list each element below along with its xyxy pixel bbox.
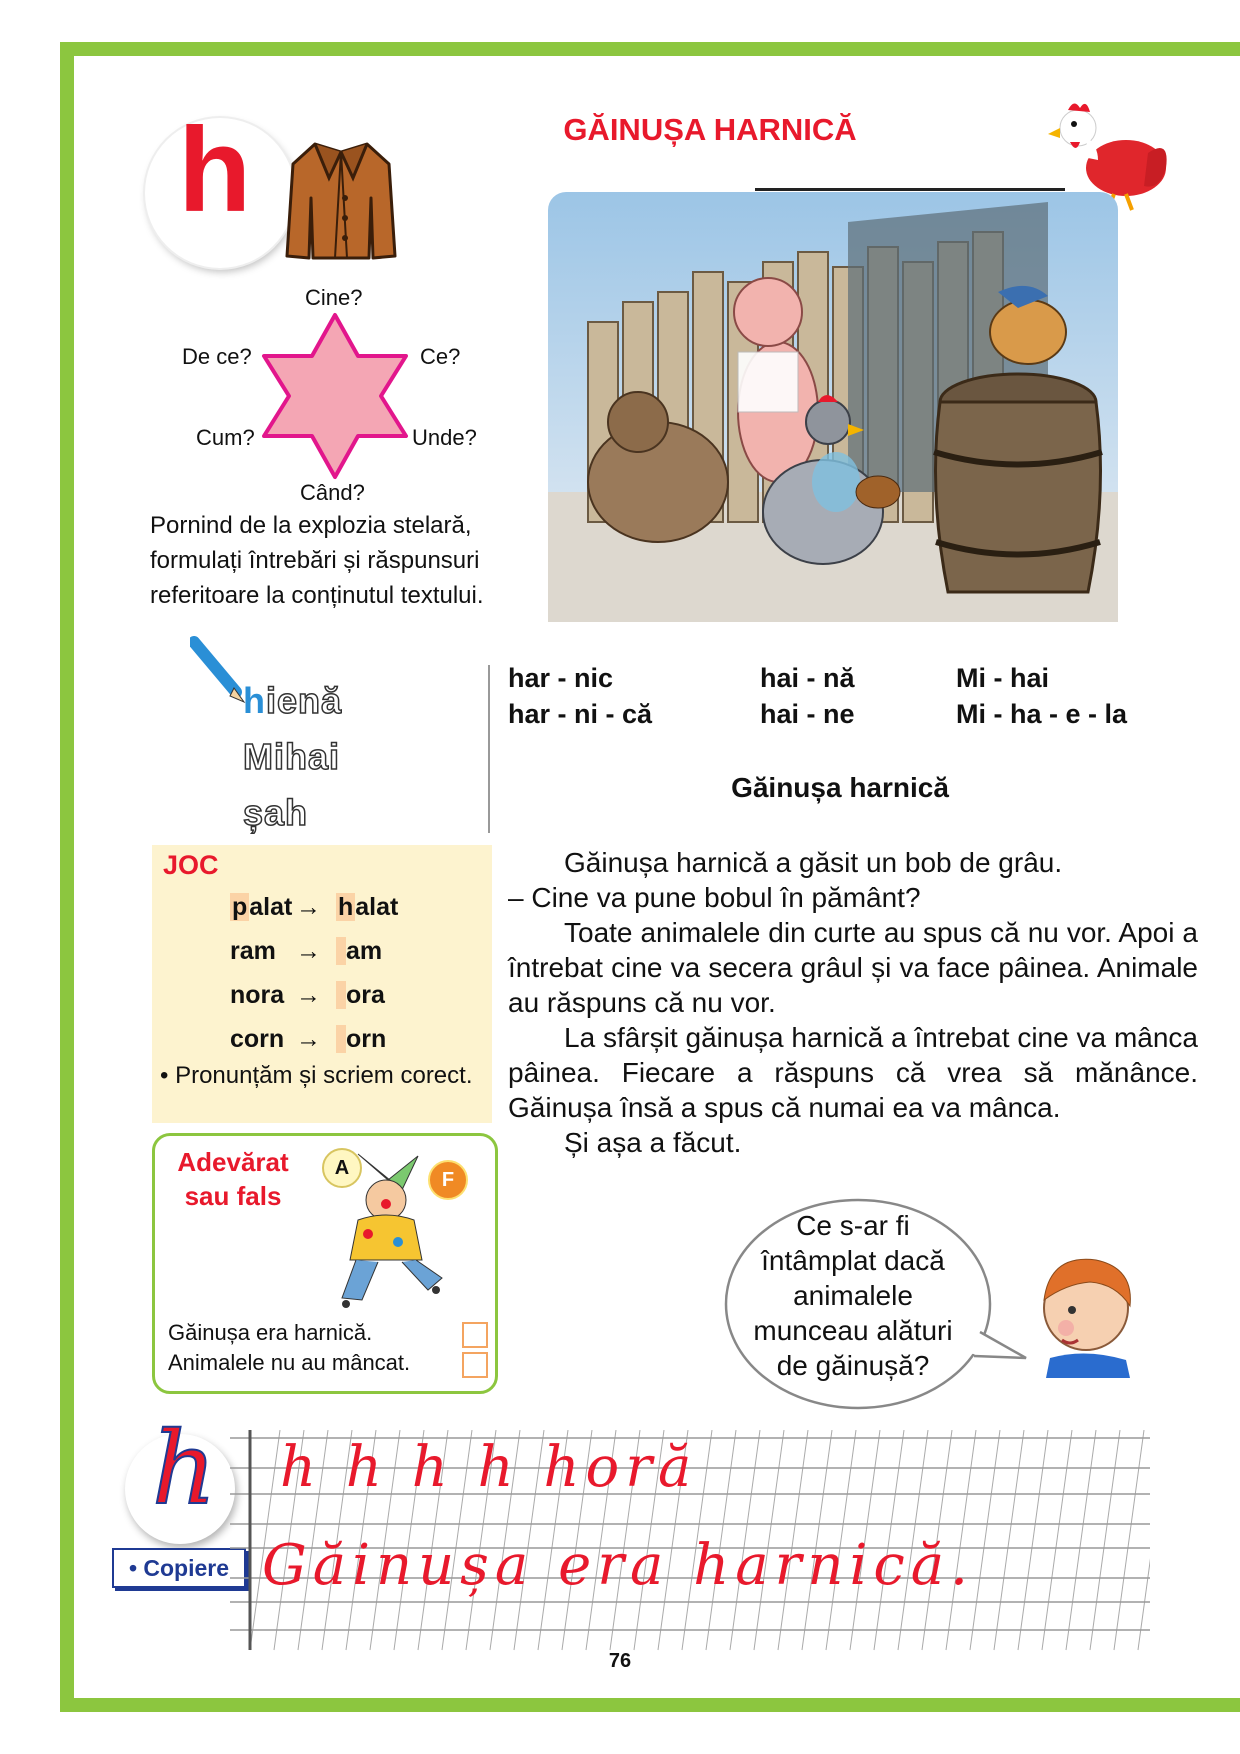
joc-row-target bbox=[336, 893, 398, 922]
story-paragraph: Găinușa harnică a găsit un bob de grâu. bbox=[564, 847, 1063, 878]
outline-word-hiena bbox=[243, 680, 342, 722]
joc-blank bbox=[336, 1025, 346, 1053]
page-number: 76 bbox=[608, 1650, 632, 1672]
page-frame-bottom bbox=[60, 1698, 1240, 1712]
slant-guide-line bbox=[1114, 1430, 1144, 1650]
slant-guide-line bbox=[970, 1430, 1000, 1650]
syllable-item: Mi - hai bbox=[956, 663, 1049, 693]
joc-word-to: ora bbox=[346, 981, 385, 1009]
page-frame-left bbox=[60, 42, 74, 1712]
instruction-line: formulați întrebări și răspunsuri bbox=[150, 547, 480, 574]
syllable-item: hai - ne bbox=[760, 699, 855, 729]
outline-word-sah: șah bbox=[243, 792, 309, 833]
title-underline bbox=[755, 188, 1065, 191]
question-why: De ce? bbox=[182, 344, 252, 369]
story-paragraph: La sfârșit găinușa harnică a întrebat cine va mânca pâinea. Fiecare a răspuns că vrea să mănânce. Găinușa însă a spus că numai ea va mânca. bbox=[508, 1022, 1198, 1123]
clown-icon bbox=[318, 1150, 468, 1310]
true-false-title-line: Adevărat bbox=[177, 1147, 289, 1177]
page-frame-top bbox=[60, 42, 1240, 56]
bubble-question bbox=[738, 1208, 968, 1383]
bubble-line: animalele bbox=[793, 1280, 913, 1311]
copy-label: • Copiere bbox=[112, 1548, 246, 1588]
question-what: Ce? bbox=[420, 344, 461, 369]
syllable-item: Mi - ha - e - la bbox=[956, 699, 1128, 729]
badge-a: A bbox=[322, 1148, 362, 1188]
star-explosion-icon bbox=[260, 310, 410, 480]
bubble-line: întâmplat dacă bbox=[761, 1245, 945, 1276]
joc-title: JOC bbox=[163, 850, 219, 880]
joc-note: • Pronunțăm și scriem corect. bbox=[160, 1062, 473, 1089]
slant-guide-line bbox=[994, 1430, 1024, 1650]
arrow-icon: → bbox=[296, 981, 321, 1009]
arrow-icon: → bbox=[296, 1025, 321, 1053]
joc-row bbox=[230, 1025, 284, 1054]
badge-f: F bbox=[428, 1160, 468, 1200]
joc-row-target bbox=[336, 1025, 386, 1054]
statement-2: Animalele nu au mâncat. bbox=[168, 1350, 411, 1375]
outline-word-mihai: Mihai bbox=[243, 736, 341, 777]
question-where: Unde? bbox=[412, 425, 477, 450]
joc-row-target bbox=[336, 981, 385, 1010]
joc-word-from: ram bbox=[230, 937, 276, 965]
joc-word-from: corn bbox=[230, 1025, 285, 1053]
arrow-icon: → bbox=[296, 937, 321, 965]
question-how: Cum? bbox=[196, 425, 255, 450]
boy-icon bbox=[1030, 1248, 1140, 1378]
joc-row bbox=[230, 937, 276, 966]
statement-1-checkbox[interactable] bbox=[462, 1322, 488, 1348]
story-title: Găinușa harnică bbox=[731, 772, 949, 803]
joc-word-to: am bbox=[346, 937, 383, 965]
page-title: GĂINUȘA HARNICĂ bbox=[563, 112, 857, 147]
joc-word-to: alat bbox=[355, 893, 399, 921]
joc-highlight: h bbox=[338, 893, 354, 921]
barnyard-illustration bbox=[548, 192, 1118, 622]
story-paragraph: – Cine va pune bobul în pământ? bbox=[508, 882, 921, 913]
syllables-col-2 bbox=[760, 660, 855, 732]
syllables-col-1 bbox=[508, 660, 652, 732]
slant-guide-line bbox=[1066, 1430, 1096, 1650]
joc-blank bbox=[336, 937, 346, 965]
slant-guide-line bbox=[1090, 1430, 1120, 1650]
slant-guide-line bbox=[1018, 1430, 1048, 1650]
question-when: Când? bbox=[300, 480, 365, 505]
question-who: Cine? bbox=[305, 285, 363, 310]
bubble-line: munceau alături bbox=[753, 1315, 953, 1346]
bubble-line: Ce s-ar fi bbox=[796, 1210, 910, 1241]
joc-row bbox=[230, 893, 321, 922]
statement-2-checkbox[interactable] bbox=[462, 1352, 488, 1378]
joc-word-from: alat bbox=[249, 893, 293, 921]
statement-1: Găinușa era harnică. bbox=[168, 1320, 373, 1345]
slant-guide-line bbox=[1042, 1430, 1072, 1650]
writing-line-1: h h h h horă bbox=[280, 1435, 698, 1500]
jacket-icon bbox=[285, 138, 397, 266]
joc-word-to: orn bbox=[346, 1025, 387, 1053]
story-text bbox=[508, 845, 1198, 1160]
joc-row bbox=[230, 981, 284, 1010]
outline-word-rest: ienă bbox=[266, 680, 343, 721]
joc-word-from: nora bbox=[230, 981, 285, 1009]
writing-line-2: Găinușa era harnică. bbox=[262, 1533, 974, 1598]
true-false-title bbox=[163, 1145, 303, 1213]
syllable-item: har - nic bbox=[508, 663, 614, 693]
cursive-letter: h bbox=[152, 1410, 217, 1527]
star-instruction bbox=[150, 508, 540, 613]
syllable-item: hai - nă bbox=[760, 663, 855, 693]
story-paragraph: Toate animalele din curte au spus că nu vor. Apoi a întrebat cine va secera grâul și va face pâinea. Animale au răspuns că nu vor. bbox=[508, 917, 1198, 1018]
joc-blank bbox=[336, 981, 346, 1009]
joc-highlight: p bbox=[232, 893, 248, 921]
story-paragraph: Și așa a făcut. bbox=[564, 1127, 742, 1158]
joc-row-target bbox=[336, 937, 382, 966]
pencil-icon bbox=[190, 636, 250, 706]
syllable-item: har - ni - că bbox=[508, 699, 653, 729]
traced-letter: h bbox=[243, 680, 266, 721]
lesson-letter: h bbox=[178, 103, 252, 237]
instruction-line: Pornind de la explozia stelară, bbox=[150, 512, 472, 539]
arrow-icon: → bbox=[296, 893, 321, 921]
vertical-divider bbox=[488, 665, 490, 833]
bubble-line: de găinușă? bbox=[776, 1350, 930, 1381]
instruction-line: referitoare la conținutul textului. bbox=[150, 582, 484, 609]
true-false-title-line: sau fals bbox=[184, 1181, 282, 1211]
syllables-col-3 bbox=[956, 660, 1127, 732]
